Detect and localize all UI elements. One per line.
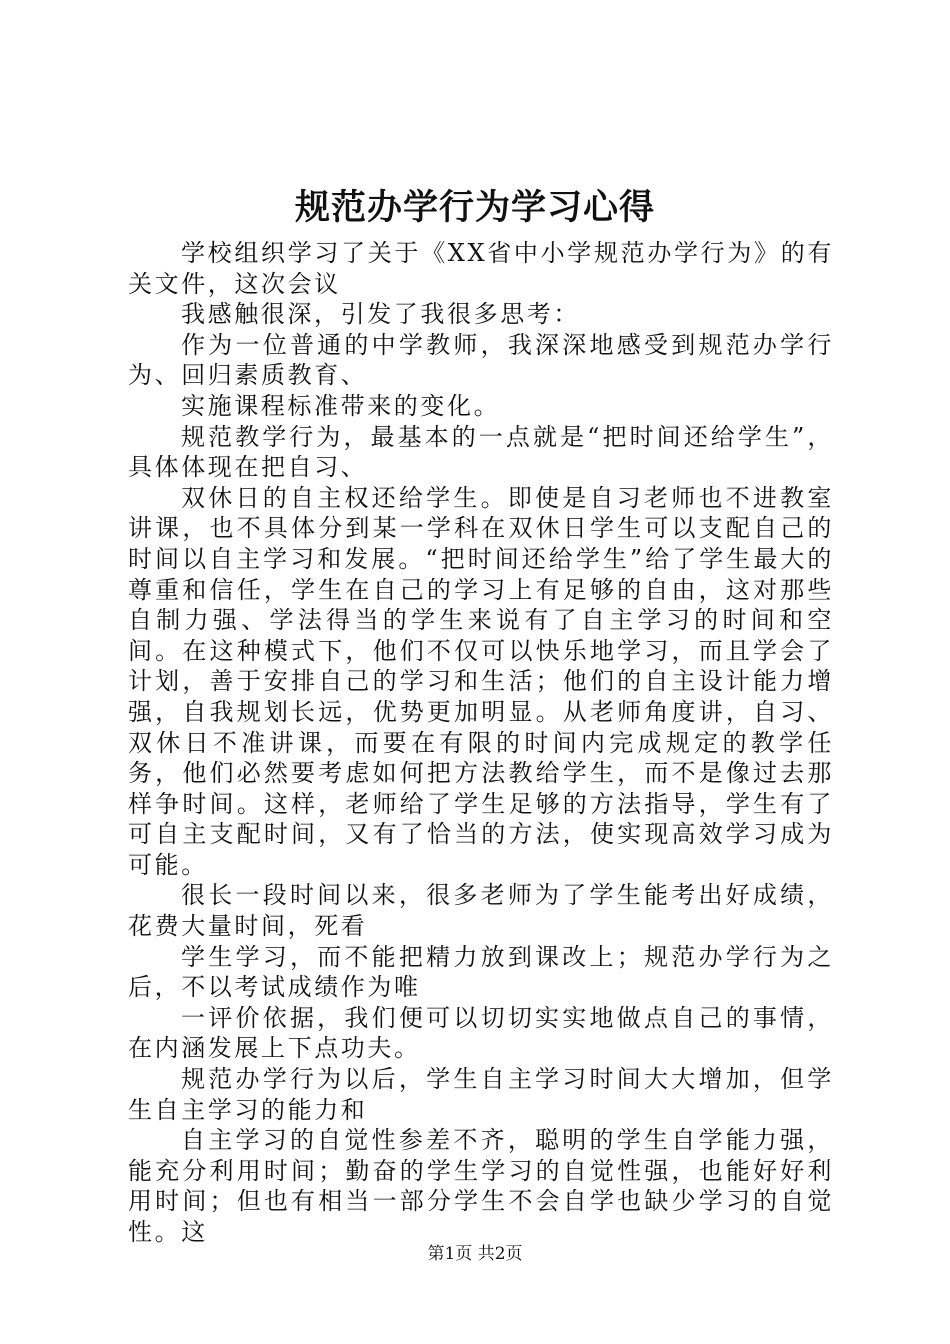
paragraph: 规范教学行为，最基本的一点就是“把时间还给学生”，具体体现在把自习、 (128, 422, 834, 482)
paragraph: 规范办学行为以后，学生自主学习时间大大增加，但学生自主学习的能力和 (128, 1065, 834, 1124)
paragraph: 一评价依据，我们便可以切切实实地做点自己的事情，在内涵发展上下点功夫。 (128, 1003, 834, 1063)
page-indicator: 第1页 共2页 (427, 1244, 523, 1264)
paragraph: 我感触很深，引发了我很多思考： (181, 300, 580, 329)
paragraph: 学校组织学习了关于《XX省中小学规范办学行为》的有关文件，这次会议 (128, 239, 834, 298)
document-title: 规范办学行为学习心得 (294, 187, 655, 228)
paragraph: 很长一段时间以来，很多老师为了学生能考出好成绩，花费大量时间，死看 (128, 881, 834, 941)
document-body (128, 238, 834, 1248)
paragraph: 作为一位普通的中学教师，我深深地感受到规范办学行为、回归素质教育、 (128, 330, 834, 390)
paragraph: 自主学习的自觉性参差不齐，聪明的学生自学能力强，能充分利用时间；勤奋的学生学习的自觉性强，也能好好利用时间；但也有相当一部分学生不会自学也缺少学习的自觉性。这 (128, 1126, 834, 1246)
paragraph: 实施课程标准带来的变化。 (181, 391, 501, 420)
paragraph: 学生学习，而不能把精力放到课改上；规范办学行为之后，不以考试成绩作为唯 (128, 942, 834, 1002)
paragraph: 双休日的自主权还给学生。即使是自习老师也不进教室讲课，也不具体分到某一学科在双休日学生可以支配自己的时间以自主学习和发展。“把时间还给学生”给了学生最大的尊重和信任，学生在自己的学习上有足够的自由，这对那些自制力强、学法得当的学生来说有了自主学习的时间和空间。在这种模式下，他们不仅可以快乐地学习，而且学会了计划，善于安排自己的学习和生活；他们的自主设计能力增强，自我规划长远，优势更加明显。从老师角度讲，自习、双休日不准讲课，而要在有限的时间内完成规定的教学任务，他们必然要考虑如何把方法教给学生，而不是像过去那样争时间。这样，老师给了学生足够的方法指导，学生有了可自主支配时间，又有了恰当的方法，使实现高效学习成为可能。 (128, 483, 834, 879)
